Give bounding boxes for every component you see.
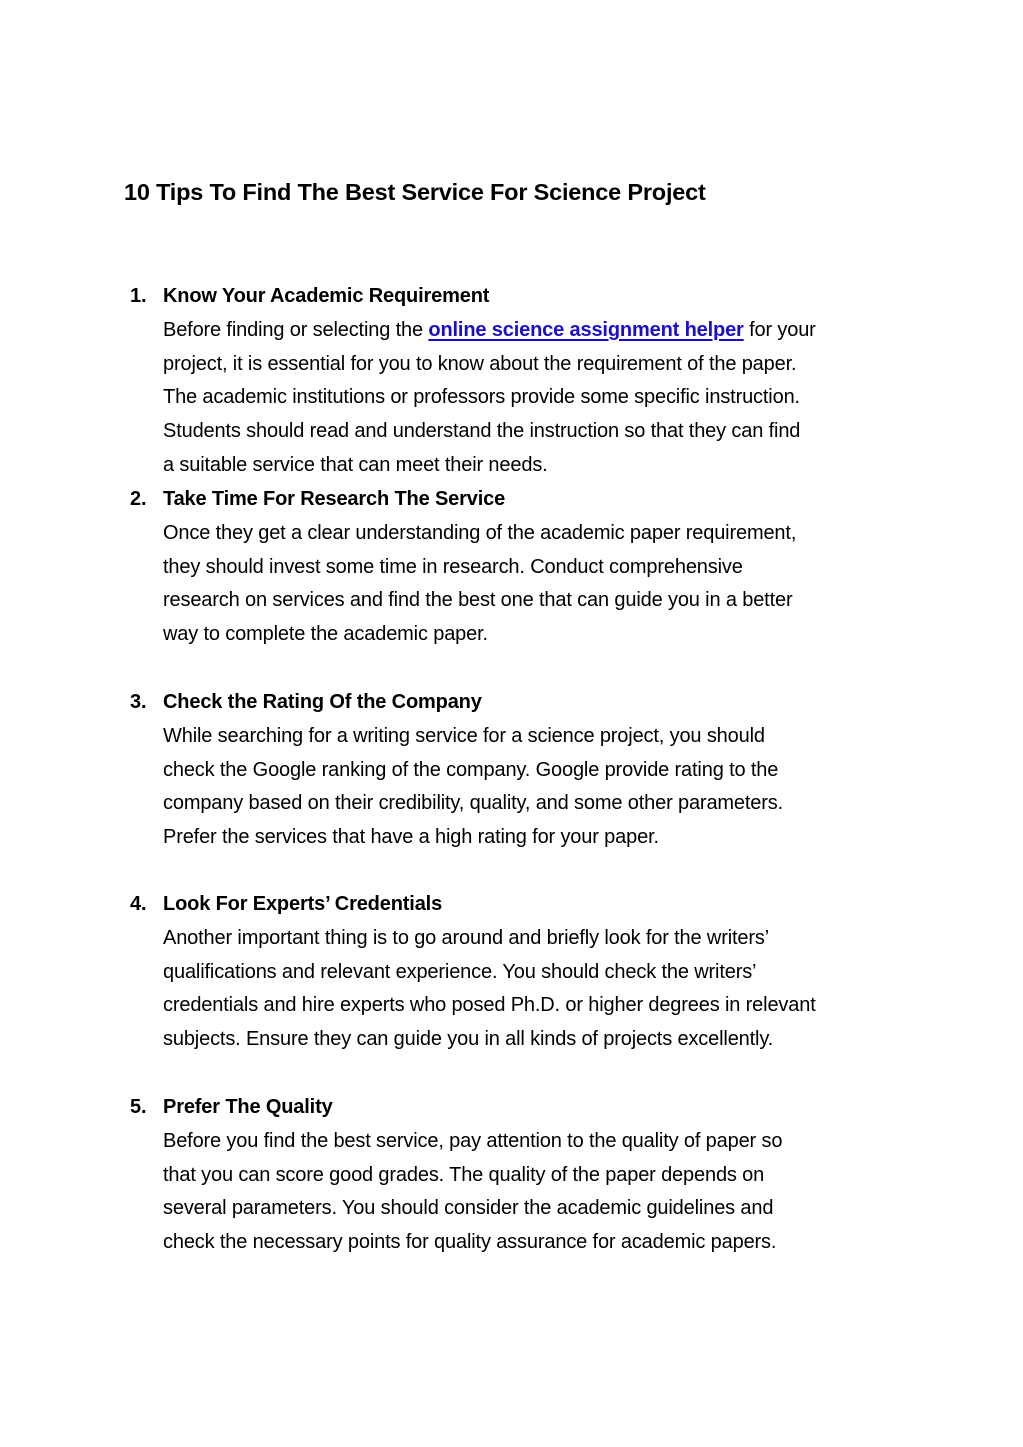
tip-item-3	[130, 686, 920, 855]
online-science-assignment-helper-link[interactable]: online science assignment helper	[428, 318, 744, 341]
tip-body-line: several parameters. You should consider the academic guidelines and	[163, 1197, 774, 1220]
tip-heading	[130, 686, 920, 720]
tip-text: Before finding or selecting the	[163, 318, 429, 341]
tip-body-line: Students should read and understand the instruction so that they can find	[163, 420, 801, 443]
tip-body-line: While searching for a writing service for a science project, you should	[163, 724, 765, 747]
tip-heading-text: Look For Experts’ Credentials	[163, 893, 443, 915]
tip-body-line: credentials and hire experts who posed Ph.D. or higher degrees in relevant	[163, 994, 816, 1017]
tip-item-2	[130, 483, 920, 652]
tip-body-line: Another important thing is to go around and briefly look for the writers’	[163, 926, 770, 949]
tip-item-5	[130, 1091, 920, 1260]
tip-heading-text: Take Time For Research The Service	[163, 488, 506, 510]
tip-body-line: qualifications and relevant experience. You should check the writers’	[163, 960, 757, 983]
tip-heading	[130, 888, 920, 922]
tip-heading-text: Know Your Academic Requirement	[163, 285, 490, 307]
tip-body-line: Prefer the services that have a high rating for your paper.	[163, 826, 659, 849]
tip-heading	[130, 280, 920, 314]
tip-body-line: research on services and find the best one that can guide you in a better	[163, 589, 793, 612]
tip-body-line	[130, 314, 920, 348]
tip-body-line: a suitable service that can meet their needs.	[163, 453, 548, 476]
tip-body-line: subjects. Ensure they can guide you in all kinds of projects excellently.	[163, 1028, 774, 1051]
tip-number: 4.	[130, 893, 147, 915]
tip-number: 1.	[130, 285, 147, 307]
tip-body-line: they should invest some time in research. Conduct comprehensive	[163, 555, 743, 578]
tip-body-line: The academic institutions or professors provide some specific instruction.	[163, 386, 800, 409]
tip-number: 3.	[130, 691, 147, 713]
tip-body-line: Before you find the best service, pay attention to the quality of paper so	[163, 1129, 783, 1152]
tip-heading-text: Prefer The Quality	[163, 1096, 333, 1118]
tip-body-line: check the Google ranking of the company. Google provide rating to the	[163, 758, 779, 781]
tip-number: 2.	[130, 488, 147, 510]
tip-body-line: project, it is essential for you to know about the requirement of the paper.	[163, 352, 797, 375]
document-title: 10 Tips To Find The Best Service For Science Project	[124, 179, 706, 205]
tip-body-line: way to complete the academic paper.	[163, 623, 488, 646]
tip-body-line: company based on their credibility, quality, and some other parameters.	[163, 792, 784, 815]
tip-text: for your	[743, 318, 816, 341]
tip-heading-text: Check the Rating Of the Company	[163, 691, 482, 713]
tip-heading	[130, 483, 920, 517]
tip-number: 5.	[130, 1096, 147, 1118]
tip-body-line: that you can score good grades. The quality of the paper depends on	[163, 1163, 765, 1186]
tip-body-line: check the necessary points for quality assurance for academic papers.	[163, 1231, 777, 1254]
tip-item-1	[130, 280, 920, 483]
tip-item-4	[130, 888, 920, 1057]
tip-body-line: Once they get a clear understanding of the academic paper requirement,	[163, 521, 797, 544]
tip-heading	[130, 1091, 920, 1125]
